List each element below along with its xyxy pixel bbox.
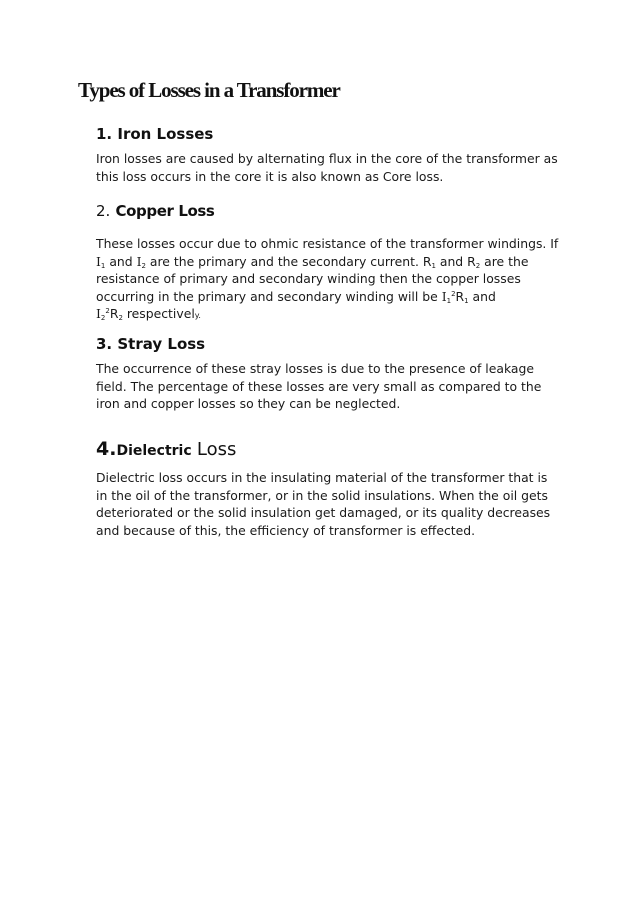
superscript: 2	[105, 307, 110, 315]
body-line: deteriorated or the solid insulation get damaged, or its quality decreases	[96, 505, 551, 520]
text-run: are the	[480, 253, 529, 269]
body-line: Iron losses are caused by alternating flux in the core of the transformer as	[96, 151, 558, 166]
text-run: occurring in the primary and secondary winding will be	[96, 288, 442, 304]
body-line: in the oil of the transformer, or in the solid insulations. When the oil gets	[96, 487, 548, 503]
body-line: resistance of primary and secondary winding then the copper losses	[96, 271, 521, 286]
subscript: 1	[464, 296, 469, 305]
section-number: 4.	[96, 438, 117, 460]
subscript: 2	[118, 314, 123, 322]
section-body-iron	[96, 150, 576, 185]
section-heading-copper	[96, 202, 576, 220]
document-title: Types of Losses in a Transformer	[78, 78, 340, 102]
section-heading-iron: 1. Iron Losses	[96, 125, 214, 143]
body-line: Dielectric loss occurs in the insulating material of the transformer that is	[96, 470, 548, 485]
symbol-current: I	[96, 306, 101, 321]
symbol-current: I	[441, 288, 447, 304]
section-number: 2.	[96, 202, 111, 220]
symbol-resistance: R	[455, 288, 465, 304]
body-line-formula-1	[96, 288, 576, 306]
subscript: 2	[475, 261, 481, 270]
body-line: iron and copper losses so they can be neglected.	[96, 396, 401, 411]
section-heading-dielectric	[96, 438, 576, 460]
section-stray-loss	[96, 335, 576, 413]
body-line: and because of this, the efficiency of transformer is effected.	[96, 522, 476, 538]
body-line-formula-2	[96, 305, 576, 325]
section-iron-losses	[96, 125, 576, 185]
section-body-stray	[96, 360, 576, 413]
subscript: 1	[431, 261, 436, 270]
section-body-dielectric	[96, 469, 576, 539]
text-run: are the primary and the secondary current. R	[145, 253, 432, 269]
text-run: and	[468, 288, 496, 304]
subscript: 2	[141, 261, 146, 270]
superscript: 2	[451, 289, 456, 298]
symbol-resistance: R	[109, 306, 119, 321]
section-heading-word: Dielectric	[116, 443, 192, 459]
section-heading-text: Copper Loss	[115, 202, 215, 220]
body-line-currents	[96, 253, 576, 271]
section-copper-loss	[96, 202, 576, 325]
subscript: 1	[100, 261, 106, 270]
section-heading-stray: 3. Stray Loss	[96, 335, 206, 353]
subscript: 1	[446, 296, 452, 305]
section-heading-loss: Loss	[196, 439, 237, 460]
text-run: and	[105, 253, 137, 269]
body-line: this loss occurs in the core it is also known as Core loss.	[96, 168, 444, 184]
symbol-current: I	[136, 253, 142, 269]
body-line: The occurrence of these stray losses is due to the presence of leakage	[96, 361, 535, 376]
body-line: These losses occur due to ohmic resistance of the transformer windings. If	[96, 236, 559, 251]
text-run-small: y.	[194, 311, 201, 320]
symbol-current: I	[96, 253, 101, 269]
section-body-copper	[96, 235, 576, 325]
section-dielectric-loss	[96, 438, 576, 539]
body-line: field. The percentage of these losses are very small as compared to the	[96, 378, 542, 394]
text-run: respectivel	[122, 306, 195, 321]
text-run: and R	[435, 253, 476, 269]
subscript: 2	[100, 314, 106, 322]
